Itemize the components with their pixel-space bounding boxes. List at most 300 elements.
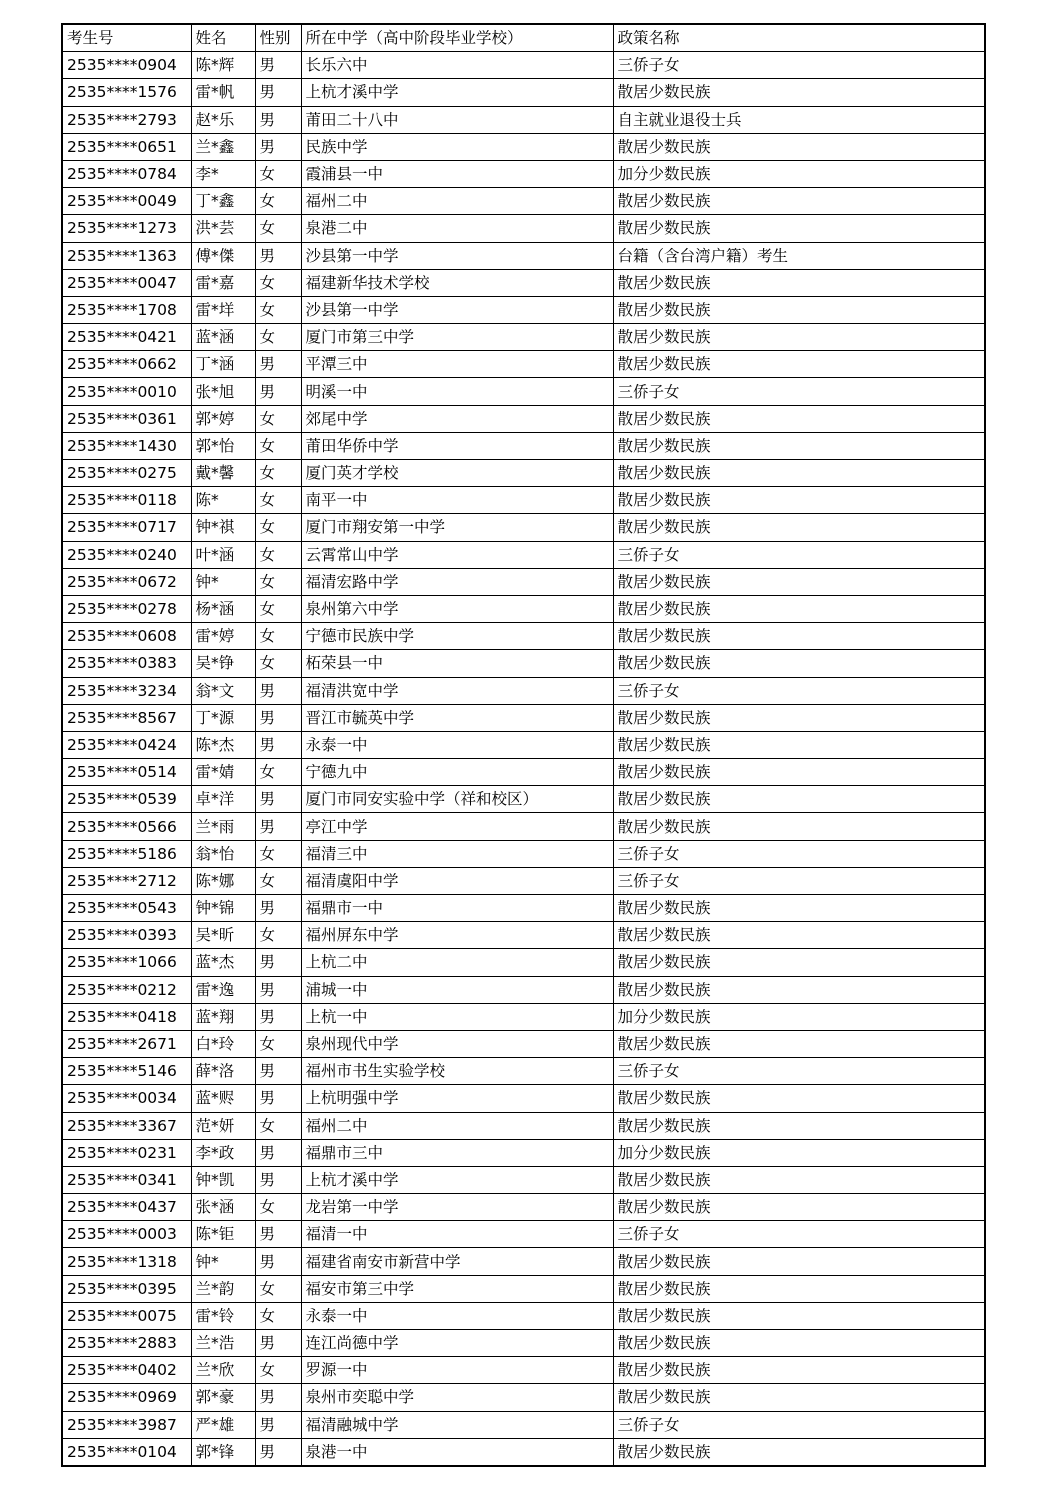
cell-school: 福清一中 (301, 1221, 613, 1248)
cell-candidate-id: 2535****0969 (62, 1384, 191, 1411)
cell-gender: 女 (255, 215, 301, 242)
cell-candidate-id: 2535****1708 (62, 296, 191, 323)
cell-candidate-id: 2535****1273 (62, 215, 191, 242)
cell-gender: 男 (255, 895, 301, 922)
cell-name: 戴*馨 (191, 460, 255, 487)
cell-gender: 女 (255, 324, 301, 351)
cell-gender: 男 (255, 1221, 301, 1248)
table-row (62, 1302, 985, 1329)
cell-name: 兰*鑫 (191, 133, 255, 160)
candidate-policy-table (61, 23, 986, 1467)
cell-name: 陈*辉 (191, 52, 255, 79)
table-row (62, 405, 985, 432)
cell-candidate-id: 2535****1430 (62, 432, 191, 459)
cell-name: 白*玲 (191, 1030, 255, 1057)
cell-gender: 男 (255, 1139, 301, 1166)
cell-policy: 散居少数民族 (613, 133, 985, 160)
table-row (62, 460, 985, 487)
cell-gender: 女 (255, 514, 301, 541)
cell-name: 翁*文 (191, 677, 255, 704)
cell-candidate-id: 2535****3234 (62, 677, 191, 704)
cell-name: 卓*洋 (191, 786, 255, 813)
cell-policy: 散居少数民族 (613, 949, 985, 976)
cell-gender: 女 (255, 432, 301, 459)
table-body (62, 52, 985, 1466)
table-row (62, 568, 985, 595)
cell-gender: 女 (255, 1194, 301, 1221)
cell-policy: 散居少数民族 (613, 1384, 985, 1411)
cell-school: 沙县第一中学 (301, 242, 613, 269)
cell-school: 福安市第三中学 (301, 1275, 613, 1302)
cell-name: 吴*铮 (191, 650, 255, 677)
cell-name: 钟*祺 (191, 514, 255, 541)
cell-school: 上杭一中 (301, 1003, 613, 1030)
header-gender: 性别 (255, 24, 301, 52)
cell-gender: 女 (255, 1275, 301, 1302)
cell-policy: 散居少数民族 (613, 813, 985, 840)
cell-school: 泉州市奕聪中学 (301, 1384, 613, 1411)
cell-school: 长乐六中 (301, 52, 613, 79)
cell-policy: 散居少数民族 (613, 296, 985, 323)
table-row (62, 1003, 985, 1030)
cell-policy: 散居少数民族 (613, 1302, 985, 1329)
header-policy: 政策名称 (613, 24, 985, 52)
cell-gender: 男 (255, 378, 301, 405)
cell-policy: 三侨子女 (613, 1411, 985, 1438)
cell-gender: 男 (255, 1058, 301, 1085)
cell-school: 宁德市民族中学 (301, 623, 613, 650)
cell-name: 郭*婷 (191, 405, 255, 432)
cell-candidate-id: 2535****0651 (62, 133, 191, 160)
table-row (62, 215, 985, 242)
cell-candidate-id: 2535****1576 (62, 79, 191, 106)
cell-name: 兰*雨 (191, 813, 255, 840)
cell-candidate-id: 2535****5146 (62, 1058, 191, 1085)
cell-candidate-id: 2535****0275 (62, 460, 191, 487)
cell-name: 雷*婧 (191, 759, 255, 786)
cell-candidate-id: 2535****1363 (62, 242, 191, 269)
table-row (62, 650, 985, 677)
cell-school: 泉港二中 (301, 215, 613, 242)
cell-gender: 男 (255, 976, 301, 1003)
cell-school: 福鼎市一中 (301, 895, 613, 922)
cell-policy: 散居少数民族 (613, 759, 985, 786)
cell-policy: 散居少数民族 (613, 1030, 985, 1057)
cell-gender: 男 (255, 1248, 301, 1275)
cell-gender: 女 (255, 650, 301, 677)
cell-candidate-id: 2535****0672 (62, 568, 191, 595)
cell-gender: 男 (255, 133, 301, 160)
table-row (62, 731, 985, 758)
cell-school: 平潭三中 (301, 351, 613, 378)
cell-policy: 散居少数民族 (613, 704, 985, 731)
cell-gender: 女 (255, 487, 301, 514)
table-row (62, 1438, 985, 1466)
cell-policy: 加分少数民族 (613, 1139, 985, 1166)
cell-candidate-id: 2535****0424 (62, 731, 191, 758)
cell-gender: 男 (255, 351, 301, 378)
cell-candidate-id: 2535****0212 (62, 976, 191, 1003)
cell-school: 霞浦县一中 (301, 160, 613, 187)
header-row (62, 24, 985, 52)
cell-school: 晋江市毓英中学 (301, 704, 613, 731)
cell-school: 龙岩第一中学 (301, 1194, 613, 1221)
cell-candidate-id: 2535****2671 (62, 1030, 191, 1057)
cell-school: 莆田华侨中学 (301, 432, 613, 459)
cell-candidate-id: 2535****3987 (62, 1411, 191, 1438)
cell-gender: 男 (255, 242, 301, 269)
cell-candidate-id: 2535****0341 (62, 1166, 191, 1193)
cell-policy: 散居少数民族 (613, 188, 985, 215)
cell-gender: 男 (255, 704, 301, 731)
cell-name: 张*涵 (191, 1194, 255, 1221)
cell-name: 雷*婷 (191, 623, 255, 650)
cell-name: 丁*鑫 (191, 188, 255, 215)
cell-name: 薛*洛 (191, 1058, 255, 1085)
table-row (62, 1275, 985, 1302)
cell-gender: 女 (255, 595, 301, 622)
cell-candidate-id: 2535****2793 (62, 106, 191, 133)
cell-candidate-id: 2535****0421 (62, 324, 191, 351)
cell-school: 厦门市翔安第一中学 (301, 514, 613, 541)
cell-candidate-id: 2535****1066 (62, 949, 191, 976)
table-row (62, 1058, 985, 1085)
cell-policy: 三侨子女 (613, 867, 985, 894)
cell-school: 莆田二十八中 (301, 106, 613, 133)
table-row (62, 52, 985, 79)
table-row (62, 677, 985, 704)
cell-policy: 三侨子女 (613, 840, 985, 867)
cell-school: 福州二中 (301, 188, 613, 215)
cell-school: 福清虞阳中学 (301, 867, 613, 894)
cell-policy: 散居少数民族 (613, 895, 985, 922)
cell-school: 柘荣县一中 (301, 650, 613, 677)
cell-candidate-id: 2535****1318 (62, 1248, 191, 1275)
cell-name: 蓝*翔 (191, 1003, 255, 1030)
table-row (62, 160, 985, 187)
cell-gender: 女 (255, 568, 301, 595)
cell-name: 丁*源 (191, 704, 255, 731)
cell-gender: 女 (255, 623, 301, 650)
cell-school: 上杭二中 (301, 949, 613, 976)
cell-name: 丁*涵 (191, 351, 255, 378)
table-row (62, 1221, 985, 1248)
cell-gender: 女 (255, 1112, 301, 1139)
cell-name: 兰*韵 (191, 1275, 255, 1302)
cell-school: 福建新华技术学校 (301, 269, 613, 296)
cell-gender: 男 (255, 1003, 301, 1030)
cell-gender: 女 (255, 840, 301, 867)
cell-name: 张*旭 (191, 378, 255, 405)
cell-name: 傅*傑 (191, 242, 255, 269)
cell-policy: 散居少数民族 (613, 786, 985, 813)
table-row (62, 1112, 985, 1139)
cell-name: 兰*浩 (191, 1330, 255, 1357)
table-row (62, 895, 985, 922)
cell-gender: 男 (255, 52, 301, 79)
cell-policy: 自主就业退役士兵 (613, 106, 985, 133)
cell-policy: 三侨子女 (613, 378, 985, 405)
cell-policy: 散居少数民族 (613, 1275, 985, 1302)
cell-school: 福清融城中学 (301, 1411, 613, 1438)
cell-school: 连江尚德中学 (301, 1330, 613, 1357)
cell-candidate-id: 2535****0784 (62, 160, 191, 187)
cell-policy: 散居少数民族 (613, 731, 985, 758)
cell-candidate-id: 2535****0240 (62, 541, 191, 568)
cell-policy: 台籍（含台湾户籍）考生 (613, 242, 985, 269)
cell-policy: 三侨子女 (613, 52, 985, 79)
cell-school: 永泰一中 (301, 731, 613, 758)
cell-policy: 散居少数民族 (613, 568, 985, 595)
table-row (62, 432, 985, 459)
cell-candidate-id: 2535****0539 (62, 786, 191, 813)
cell-gender: 女 (255, 460, 301, 487)
cell-school: 福鼎市三中 (301, 1139, 613, 1166)
cell-name: 钟*锦 (191, 895, 255, 922)
cell-policy: 散居少数民族 (613, 215, 985, 242)
cell-candidate-id: 2535****0231 (62, 1139, 191, 1166)
cell-gender: 男 (255, 106, 301, 133)
cell-name: 李* (191, 160, 255, 187)
cell-policy: 散居少数民族 (613, 1112, 985, 1139)
cell-name: 洪*芸 (191, 215, 255, 242)
table-row (62, 1357, 985, 1384)
cell-policy: 加分少数民族 (613, 160, 985, 187)
cell-policy: 散居少数民族 (613, 514, 985, 541)
cell-policy: 三侨子女 (613, 1221, 985, 1248)
cell-candidate-id: 2535****0395 (62, 1275, 191, 1302)
table-row (62, 269, 985, 296)
cell-school: 福州屏东中学 (301, 922, 613, 949)
cell-school: 福清洪宽中学 (301, 677, 613, 704)
cell-school: 泉州现代中学 (301, 1030, 613, 1057)
cell-gender: 男 (255, 949, 301, 976)
cell-policy: 散居少数民族 (613, 976, 985, 1003)
cell-name: 蓝*赆 (191, 1085, 255, 1112)
cell-school: 亭江中学 (301, 813, 613, 840)
table-row (62, 487, 985, 514)
cell-school: 浦城一中 (301, 976, 613, 1003)
cell-gender: 女 (255, 541, 301, 568)
table-row (62, 378, 985, 405)
cell-policy: 散居少数民族 (613, 1438, 985, 1466)
cell-policy: 三侨子女 (613, 541, 985, 568)
table-row (62, 541, 985, 568)
cell-gender: 男 (255, 79, 301, 106)
table-row (62, 514, 985, 541)
table-row (62, 106, 985, 133)
table-row (62, 188, 985, 215)
cell-gender: 女 (255, 1030, 301, 1057)
cell-policy: 散居少数民族 (613, 650, 985, 677)
cell-candidate-id: 2535****2712 (62, 867, 191, 894)
table-row (62, 133, 985, 160)
cell-policy: 散居少数民族 (613, 487, 985, 514)
cell-name: 范*妍 (191, 1112, 255, 1139)
table-row (62, 1411, 985, 1438)
table-row (62, 867, 985, 894)
cell-policy: 散居少数民族 (613, 1166, 985, 1193)
cell-gender: 男 (255, 786, 301, 813)
cell-name: 叶*涵 (191, 541, 255, 568)
cell-school: 明溪一中 (301, 378, 613, 405)
cell-school: 福建省南安市新营中学 (301, 1248, 613, 1275)
cell-name: 陈* (191, 487, 255, 514)
cell-school: 云霄常山中学 (301, 541, 613, 568)
table-row (62, 840, 985, 867)
cell-name: 郭*豪 (191, 1384, 255, 1411)
cell-candidate-id: 2535****0393 (62, 922, 191, 949)
cell-school: 上杭才溪中学 (301, 1166, 613, 1193)
cell-candidate-id: 2535****0034 (62, 1085, 191, 1112)
cell-name: 李*政 (191, 1139, 255, 1166)
cell-school: 福清宏路中学 (301, 568, 613, 595)
cell-candidate-id: 2535****0608 (62, 623, 191, 650)
cell-name: 陈*杰 (191, 731, 255, 758)
cell-candidate-id: 2535****0383 (62, 650, 191, 677)
cell-policy: 散居少数民族 (613, 432, 985, 459)
table-row (62, 1194, 985, 1221)
cell-name: 蓝*涵 (191, 324, 255, 351)
cell-school: 宁德九中 (301, 759, 613, 786)
cell-candidate-id: 2535****0904 (62, 52, 191, 79)
table-row (62, 296, 985, 323)
cell-gender: 女 (255, 1302, 301, 1329)
cell-school: 福州二中 (301, 1112, 613, 1139)
cell-candidate-id: 2535****0514 (62, 759, 191, 786)
cell-gender: 女 (255, 1357, 301, 1384)
cell-policy: 散居少数民族 (613, 79, 985, 106)
cell-candidate-id: 2535****0361 (62, 405, 191, 432)
cell-candidate-id: 2535****0402 (62, 1357, 191, 1384)
cell-candidate-id: 2535****8567 (62, 704, 191, 731)
cell-candidate-id: 2535****0418 (62, 1003, 191, 1030)
cell-gender: 女 (255, 405, 301, 432)
cell-school: 郊尾中学 (301, 405, 613, 432)
cell-candidate-id: 2535****0104 (62, 1438, 191, 1466)
table-row (62, 1166, 985, 1193)
cell-candidate-id: 2535****0047 (62, 269, 191, 296)
cell-name: 钟* (191, 568, 255, 595)
header-name: 姓名 (191, 24, 255, 52)
cell-gender: 男 (255, 731, 301, 758)
table-row (62, 704, 985, 731)
table-row (62, 1248, 985, 1275)
cell-gender: 男 (255, 677, 301, 704)
cell-name: 吴*昕 (191, 922, 255, 949)
cell-name: 陈*娜 (191, 867, 255, 894)
cell-gender: 女 (255, 269, 301, 296)
cell-gender: 男 (255, 1411, 301, 1438)
cell-gender: 男 (255, 1166, 301, 1193)
header-candidate-id: 考生号 (62, 24, 191, 52)
header-school: 所在中学（高中阶段毕业学校） (301, 24, 613, 52)
cell-policy: 散居少数民族 (613, 351, 985, 378)
cell-policy: 散居少数民族 (613, 1357, 985, 1384)
cell-name: 郭*怡 (191, 432, 255, 459)
cell-name: 郭*锋 (191, 1438, 255, 1466)
cell-policy: 加分少数民族 (613, 1003, 985, 1030)
cell-school: 民族中学 (301, 133, 613, 160)
cell-gender: 女 (255, 296, 301, 323)
cell-candidate-id: 2535****0075 (62, 1302, 191, 1329)
cell-name: 钟*凯 (191, 1166, 255, 1193)
cell-school: 厦门市同安实验中学（祥和校区） (301, 786, 613, 813)
cell-school: 厦门市第三中学 (301, 324, 613, 351)
cell-school: 永泰一中 (301, 1302, 613, 1329)
cell-name: 雷*垟 (191, 296, 255, 323)
cell-name: 赵*乐 (191, 106, 255, 133)
cell-name: 蓝*杰 (191, 949, 255, 976)
cell-policy: 三侨子女 (613, 677, 985, 704)
cell-school: 上杭明强中学 (301, 1085, 613, 1112)
cell-gender: 男 (255, 1085, 301, 1112)
cell-candidate-id: 2535****0278 (62, 595, 191, 622)
cell-policy: 散居少数民族 (613, 1194, 985, 1221)
cell-candidate-id: 2535****0003 (62, 1221, 191, 1248)
cell-name: 翁*怡 (191, 840, 255, 867)
table-row (62, 1030, 985, 1057)
cell-school: 厦门英才学校 (301, 460, 613, 487)
cell-gender: 男 (255, 813, 301, 840)
cell-candidate-id: 2535****0010 (62, 378, 191, 405)
cell-candidate-id: 2535****0049 (62, 188, 191, 215)
cell-name: 雷*帆 (191, 79, 255, 106)
cell-candidate-id: 2535****0566 (62, 813, 191, 840)
table-row (62, 623, 985, 650)
cell-candidate-id: 2535****0437 (62, 1194, 191, 1221)
table-row (62, 242, 985, 269)
table-row (62, 759, 985, 786)
table-row (62, 1085, 985, 1112)
cell-name: 雷*铃 (191, 1302, 255, 1329)
cell-policy: 散居少数民族 (613, 460, 985, 487)
cell-candidate-id: 2535****0118 (62, 487, 191, 514)
cell-school: 泉州第六中学 (301, 595, 613, 622)
cell-school: 沙县第一中学 (301, 296, 613, 323)
cell-policy: 散居少数民族 (613, 1330, 985, 1357)
cell-candidate-id: 2535****0717 (62, 514, 191, 541)
table-row (62, 595, 985, 622)
cell-school: 南平一中 (301, 487, 613, 514)
table-row (62, 79, 985, 106)
cell-school: 福州市书生实验学校 (301, 1058, 613, 1085)
cell-gender: 女 (255, 922, 301, 949)
cell-candidate-id: 2535****2883 (62, 1330, 191, 1357)
table-row (62, 922, 985, 949)
cell-gender: 女 (255, 188, 301, 215)
table-row (62, 813, 985, 840)
cell-policy: 散居少数民族 (613, 405, 985, 432)
table-row (62, 949, 985, 976)
cell-policy: 散居少数民族 (613, 269, 985, 296)
cell-policy: 散居少数民族 (613, 324, 985, 351)
cell-gender: 女 (255, 867, 301, 894)
cell-gender: 男 (255, 1438, 301, 1466)
cell-policy: 散居少数民族 (613, 1248, 985, 1275)
cell-name: 钟* (191, 1248, 255, 1275)
cell-candidate-id: 2535****5186 (62, 840, 191, 867)
cell-school: 福清三中 (301, 840, 613, 867)
cell-candidate-id: 2535****0543 (62, 895, 191, 922)
cell-candidate-id: 2535****0662 (62, 351, 191, 378)
cell-name: 兰*欣 (191, 1357, 255, 1384)
cell-policy: 三侨子女 (613, 1058, 985, 1085)
cell-gender: 男 (255, 1384, 301, 1411)
table-row (62, 786, 985, 813)
table-row (62, 1330, 985, 1357)
cell-school: 罗源一中 (301, 1357, 613, 1384)
